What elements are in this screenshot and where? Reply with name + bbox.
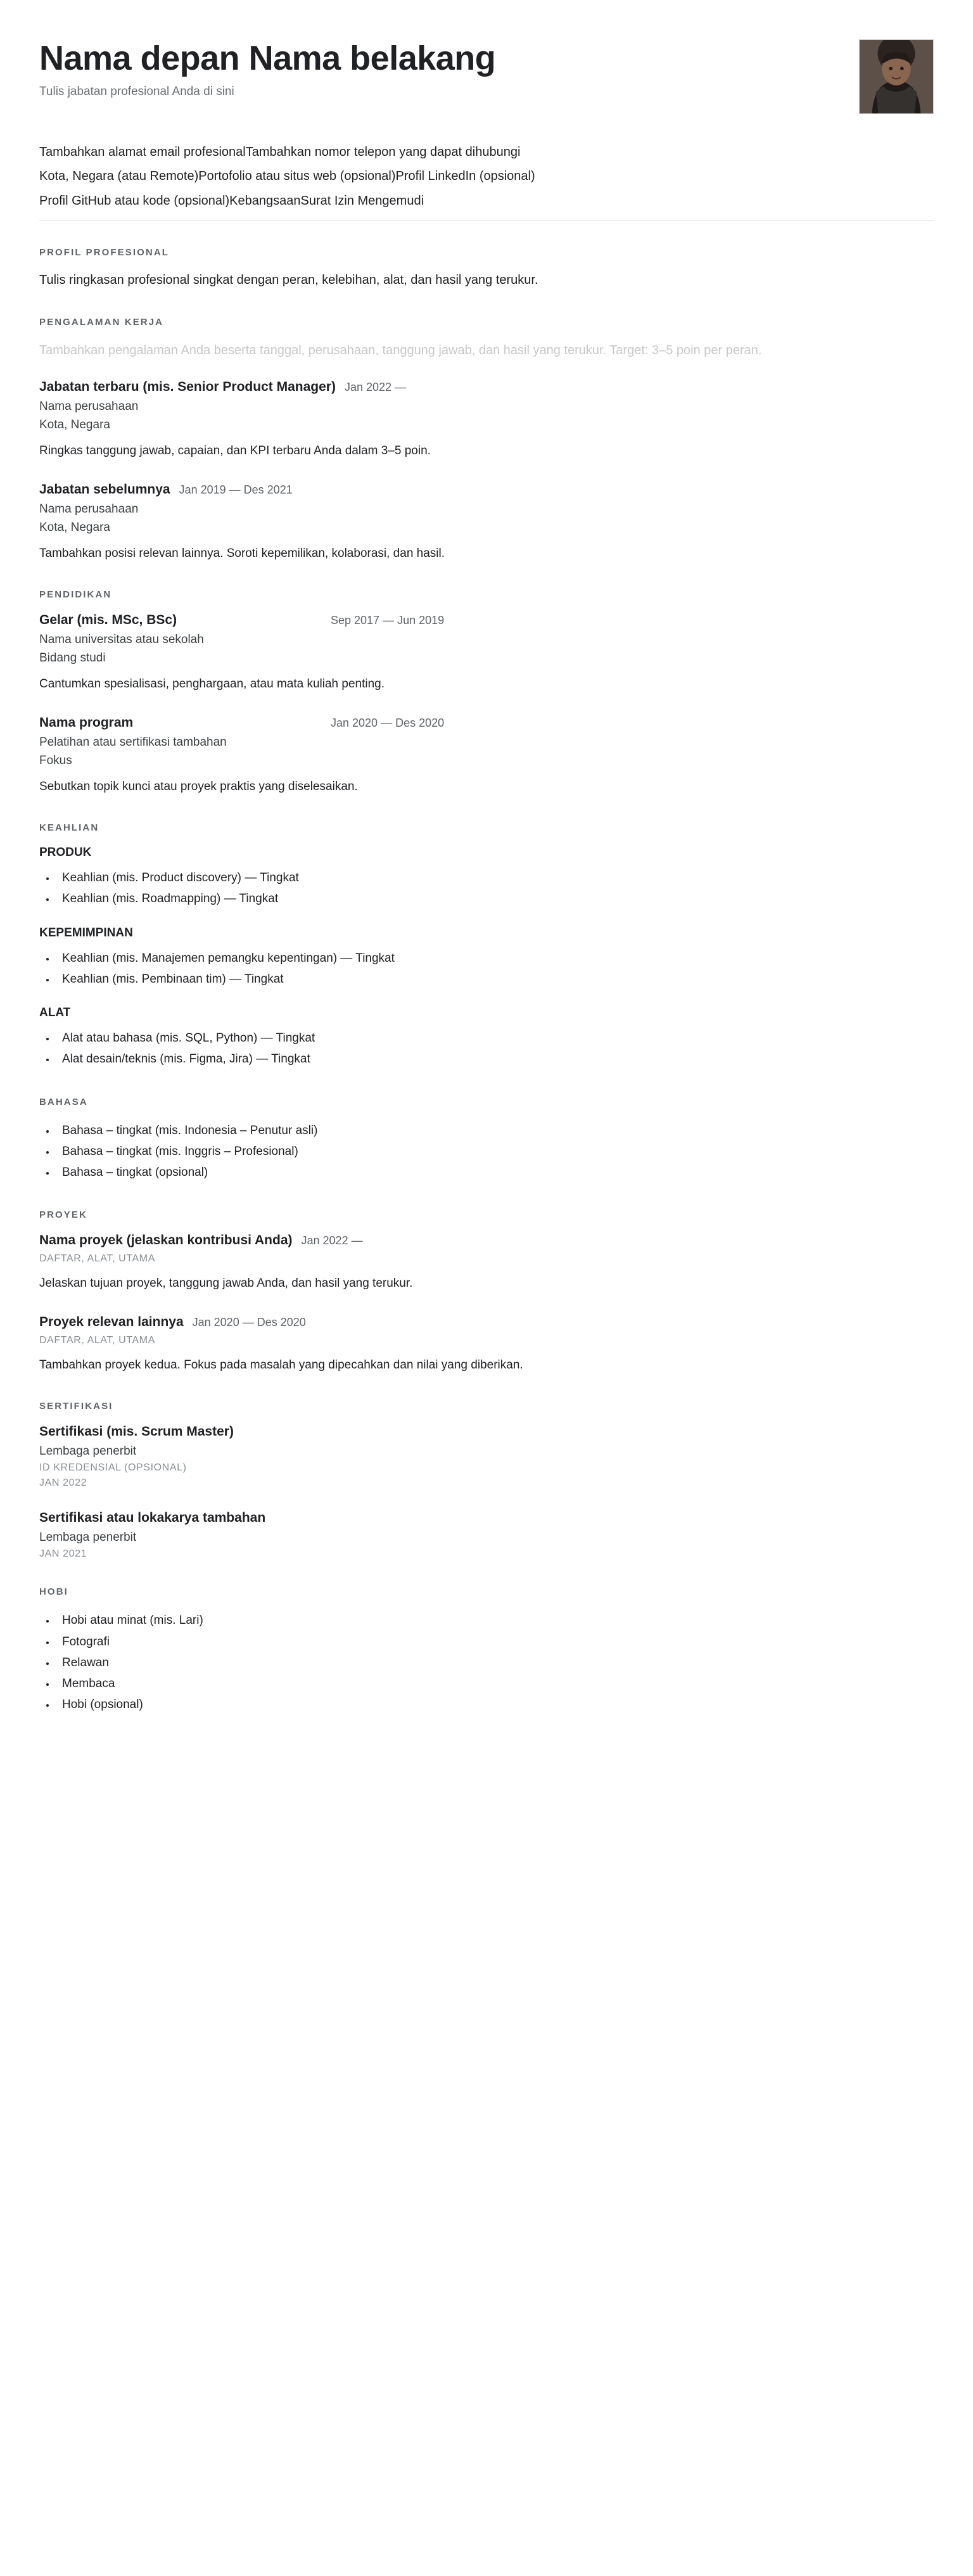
certification-issuer: Lembaga penerbit [39, 1531, 137, 1545]
section-experience [39, 317, 934, 563]
profile-summary: Tulis ringkasan profesional singkat dengan peran, kelebihan, alat, dan hasil yang terukur. [39, 273, 538, 288]
section-projects [39, 1209, 934, 1374]
section-languages [39, 1097, 934, 1183]
skill-list [39, 1028, 934, 1070]
education-degree: Gelar (mis. MSc, BSc) [39, 613, 177, 628]
section-title-certifications: SERTIFIKASI [39, 1401, 113, 1412]
education-dates: Sep 2017 — Jun 2019 [331, 614, 445, 627]
education-school: Nama universitas atau sekolah [39, 633, 204, 647]
skill-group [39, 1006, 934, 1070]
experience-role: Jabatan terbaru (mis. Senior Product Manager) [39, 379, 336, 395]
experience-entry [39, 379, 934, 461]
education-entry-head [39, 613, 934, 628]
experience-role: Jabatan sebelumnya [39, 481, 170, 497]
list-item: • Alat desain/teknis (mis. Figma, Jira) — Tingkat [56, 1049, 934, 1069]
experience-entry [39, 482, 934, 563]
list-item: • Hobi atau minat (mis. Lari) [56, 1610, 934, 1631]
experience-description: Tambahkan posisi relevan lainnya. Soroti kepemilikan, kolaborasi, dan hasil. [39, 546, 445, 560]
language-list [39, 1120, 934, 1183]
certification-entry [39, 1510, 934, 1560]
section-title-projects: PROYEK [39, 1209, 87, 1221]
project-name: Nama proyek (jelaskan kontribusi Anda) [39, 1233, 293, 1248]
project-dates: Jan 2022 — [301, 1234, 363, 1247]
list-item: • Bahasa – tingkat (mis. Inggris – Profesional) [56, 1141, 934, 1162]
section-title-hobbies: HOBI [39, 1586, 68, 1598]
certification-issuer: Lembaga penerbit [39, 1444, 137, 1458]
list-item: • Keahlian (mis. Manajemen pemangku kepentingan) — Tingkat [56, 948, 934, 969]
project-name: Proyek relevan lainnya [39, 1314, 184, 1329]
education-field: Bidang studi [39, 651, 106, 665]
education-degree: Nama program [39, 715, 134, 730]
experience-location: Kota, Negara [39, 520, 110, 534]
list-item: • Hobi (opsional) [56, 1694, 934, 1715]
education-field: Fokus [39, 753, 72, 767]
profile-photo-icon [860, 40, 933, 113]
experience-entry-head [39, 482, 934, 497]
contact-block [39, 142, 934, 220]
certification-entry [39, 1424, 934, 1489]
section-title-education: PENDIDIKAN [39, 589, 112, 601]
project-entry-head [39, 1233, 934, 1248]
contact-line-2: Kota, Negara (atau Remote)Portofolio atau situs web (opsional)Profil LinkedIn (opsional) [39, 169, 535, 184]
header-text-block [39, 39, 846, 99]
skill-group [39, 926, 934, 990]
section-education [39, 589, 934, 796]
certification-name: Sertifikasi (mis. Scrum Master) [39, 1424, 234, 1439]
education-description: Sebutkan topik kunci atau proyek praktis yang diselesaikan. [39, 779, 358, 793]
skill-list [39, 948, 934, 990]
list-item: • Relawan [56, 1652, 934, 1673]
avatar [859, 39, 934, 114]
resume-header [39, 39, 934, 114]
section-skills [39, 822, 934, 1070]
list-item: • Fotografi [56, 1631, 934, 1652]
experience-entry-head [39, 379, 934, 395]
list-item: • Membaca [56, 1673, 934, 1694]
list-item: • Keahlian (mis. Product discovery) — Tingkat [56, 867, 934, 888]
project-entry [39, 1233, 934, 1293]
experience-hint: Tambahkan pengalaman Anda beserta tanggal, perusahaan, tanggung jawab, dan hasil yang terukur. Target: 3–5 poin per peran. [39, 343, 762, 358]
section-title-profile: PROFIL PROFESIONAL [39, 247, 170, 258]
skill-group-title: KEPEMIMPINAN [39, 926, 133, 940]
list-item: • Keahlian (mis. Pembinaan tim) — Tingkat [56, 969, 934, 990]
contact-line-3: Profil GitHub atau kode (opsional)KebangsaanSurat Izin Mengemudi [39, 193, 424, 208]
education-dates: Jan 2020 — Des 2020 [331, 716, 445, 729]
project-description: Tambahkan proyek kedua. Fokus pada masalah yang dipecahkan dan nilai yang diberikan. [39, 1358, 523, 1372]
experience-dates: Jan 2019 — Des 2021 [179, 483, 293, 496]
certification-name: Sertifikasi atau lokakarya tambahan [39, 1510, 266, 1526]
experience-company: Nama perusahaan [39, 400, 139, 414]
list-item: • Bahasa – tingkat (opsional) [56, 1162, 934, 1183]
project-dates: Jan 2020 — Des 2020 [192, 1315, 306, 1329]
project-entry-head [39, 1315, 934, 1330]
project-meta: DAFTAR, ALAT, UTAMA [39, 1253, 155, 1265]
experience-location: Kota, Negara [39, 418, 110, 432]
project-description: Jelaskan tujuan proyek, tanggung jawab Anda, dan hasil yang terukur. [39, 1277, 413, 1291]
experience-company: Nama perusahaan [39, 502, 139, 516]
section-hobbies [39, 1586, 934, 1715]
education-entry-head [39, 715, 934, 730]
project-entry [39, 1315, 934, 1375]
hobby-list [39, 1610, 934, 1715]
education-entry [39, 613, 934, 694]
certification-date: JAN 2022 [39, 1477, 87, 1489]
skill-group-title: PRODUK [39, 846, 92, 860]
contact-line-1: Tambahkan alamat email profesionalTambahkan nomor telepon yang dapat dihubungi [39, 145, 521, 159]
section-profile [39, 247, 934, 290]
section-title-skills: KEAHLIAN [39, 822, 99, 834]
list-item: • Keahlian (mis. Roadmapping) — Tingkat [56, 888, 934, 909]
project-meta: DAFTAR, ALAT, UTAMA [39, 1334, 155, 1346]
skill-list [39, 867, 934, 910]
section-certifications [39, 1401, 934, 1560]
job-title: Tulis jabatan profesional Anda di sini [39, 85, 234, 99]
certification-credential: ID KREDENSIAL (OPSIONAL) [39, 1462, 187, 1474]
certification-date: JAN 2021 [39, 1548, 87, 1560]
experience-description: Ringkas tanggung jawab, capaian, dan KPI terbaru Anda dalam 3–5 poin. [39, 444, 431, 458]
experience-dates: Jan 2022 — [344, 381, 407, 394]
page-title: Nama depan Nama belakang [39, 39, 496, 77]
skill-group [39, 846, 934, 910]
skill-group-title: ALAT [39, 1006, 71, 1020]
education-entry [39, 715, 934, 796]
list-item: • Alat atau bahasa (mis. SQL, Python) — Tingkat [56, 1028, 934, 1049]
list-item: • Bahasa – tingkat (mis. Indonesia – Penutur asli) [56, 1120, 934, 1141]
section-title-languages: BAHASA [39, 1096, 88, 1107]
section-title-experience: PENGALAMAN KERJA [39, 317, 164, 328]
education-description: Cantumkan spesialisasi, penghargaan, atau mata kuliah penting. [39, 677, 385, 691]
education-school: Pelatihan atau sertifikasi tambahan [39, 735, 227, 749]
